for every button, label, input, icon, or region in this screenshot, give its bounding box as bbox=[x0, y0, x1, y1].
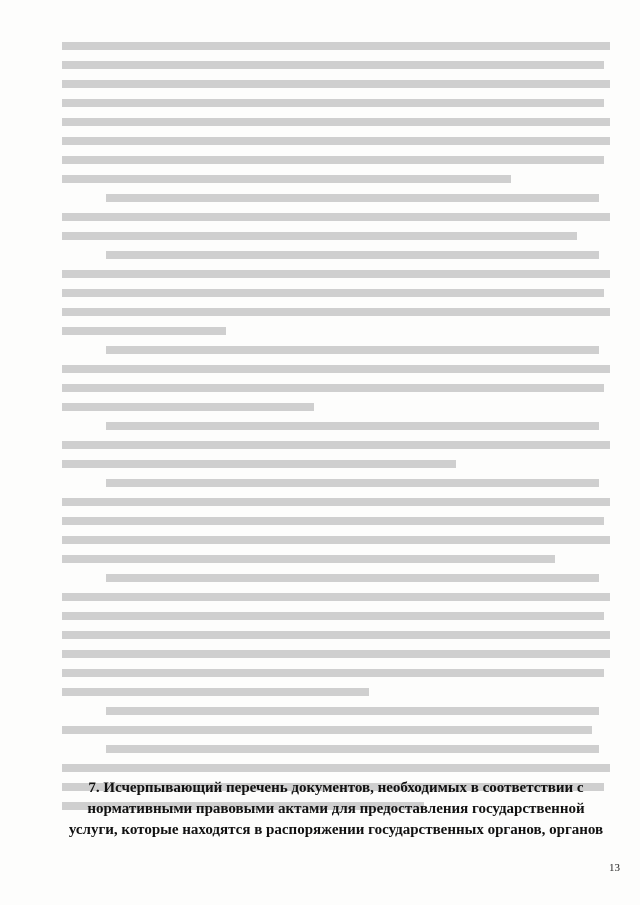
text-line bbox=[62, 517, 604, 525]
text-line bbox=[62, 555, 555, 563]
text-line bbox=[62, 764, 610, 772]
text-line bbox=[62, 631, 610, 639]
text-line bbox=[62, 213, 610, 221]
text-line bbox=[62, 688, 369, 696]
text-line bbox=[62, 175, 511, 183]
text-line bbox=[106, 422, 599, 430]
text-line bbox=[62, 441, 610, 449]
text-line bbox=[62, 42, 610, 50]
text-line bbox=[62, 460, 456, 468]
text-line bbox=[62, 365, 610, 373]
text-line bbox=[106, 745, 599, 753]
text-line bbox=[62, 232, 577, 240]
text-line bbox=[62, 289, 604, 297]
text-line bbox=[62, 593, 610, 601]
text-line bbox=[62, 612, 604, 620]
text-line bbox=[106, 574, 599, 582]
text-line bbox=[62, 403, 314, 411]
text-line bbox=[62, 308, 610, 316]
text-line bbox=[106, 251, 599, 259]
text-line bbox=[62, 498, 610, 506]
text-line bbox=[106, 346, 599, 354]
text-line bbox=[62, 650, 610, 658]
text-line bbox=[62, 99, 604, 107]
text-line bbox=[62, 118, 610, 126]
text-line bbox=[62, 536, 610, 544]
body-text bbox=[62, 42, 610, 821]
text-line bbox=[62, 80, 610, 88]
text-line bbox=[62, 137, 610, 145]
section-heading: 7. Исчерпывающий перечень документов, необходимых в соответствии с нормативными правовыми актами для предоставления государственной услуги, которые находятся в распоряжении государственных органов, органов bbox=[68, 780, 604, 838]
text-line bbox=[62, 384, 604, 392]
page-number: 13 bbox=[609, 862, 620, 874]
text-line bbox=[62, 726, 592, 734]
text-line bbox=[106, 707, 599, 715]
text-line bbox=[62, 669, 604, 677]
text-line bbox=[106, 479, 599, 487]
text-line bbox=[62, 156, 604, 164]
text-line bbox=[62, 327, 226, 335]
text-line bbox=[106, 194, 599, 202]
text-line bbox=[62, 61, 604, 69]
text-line bbox=[62, 270, 610, 278]
